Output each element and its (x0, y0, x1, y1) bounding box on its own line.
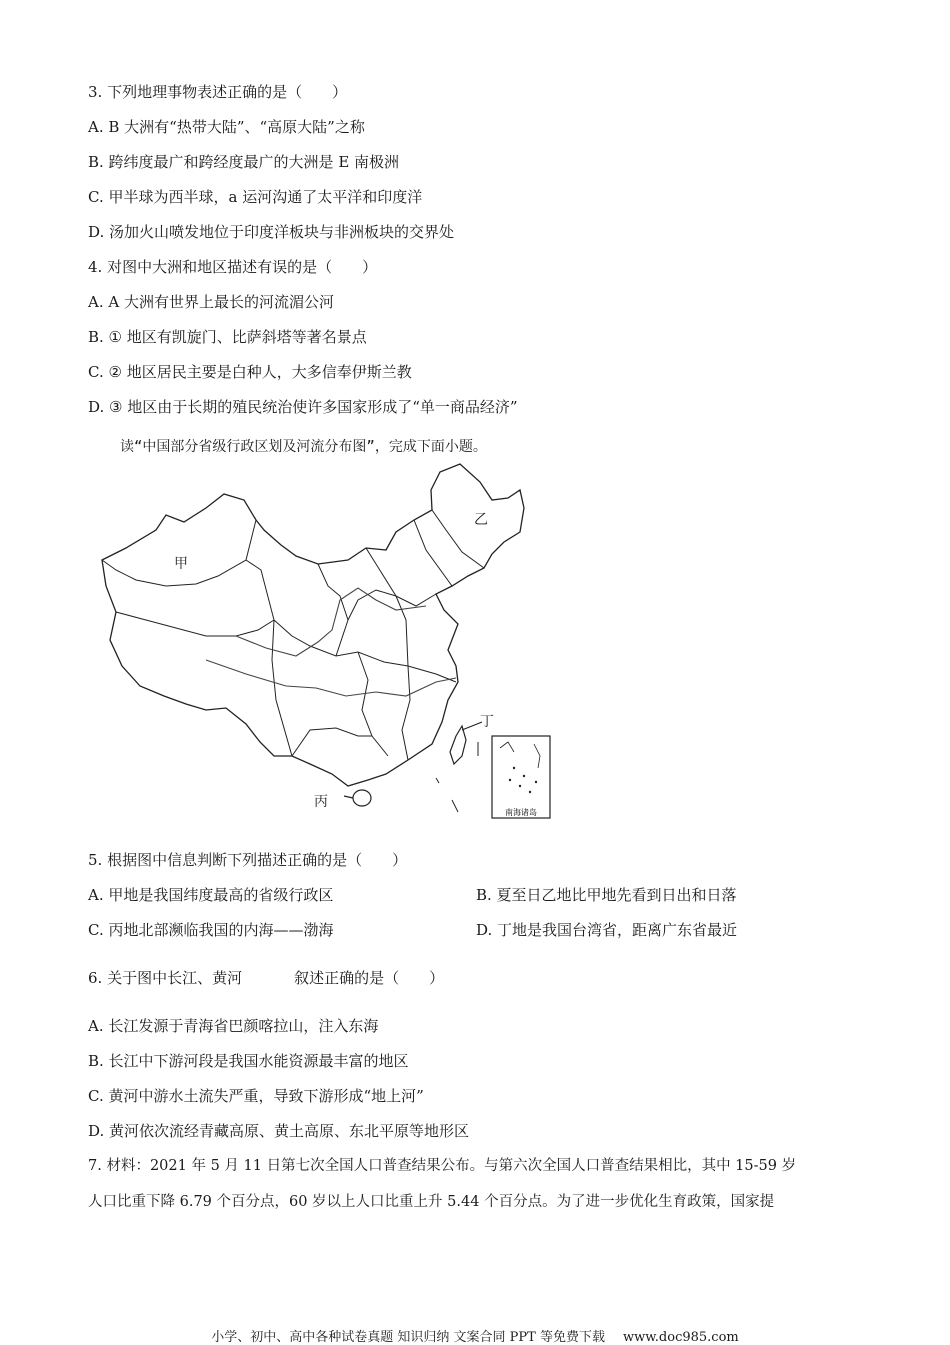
q5-option-c: C. 丙地北部濒临我国的内海——渤海 (88, 921, 334, 939)
q4-option-c: C. ② 地区居民主要是白种人，大多信奉伊斯兰教 (88, 363, 412, 381)
q5-option-a: A. 甲地是我国纬度最高的省级行政区 (88, 886, 334, 904)
q3-option-a: A. B 大洲有“热带大陆”、“高原大陆”之称 (88, 118, 365, 136)
south-china-sea-inset (492, 736, 550, 818)
inset-caption: 南海诸岛 (505, 808, 537, 817)
label-yi: 乙 (474, 512, 488, 528)
label-bing: 丙 (314, 794, 328, 810)
q3-option-c: C. 甲半球为西半球，a 运河沟通了太平洋和印度洋 (88, 188, 423, 206)
q6-stem-part1: 6. 关于图中长江、黄河 (88, 969, 243, 987)
q4-option-a: A. A 大洲有世界上最长的河流湄公河 (88, 293, 334, 311)
footer-site[interactable]: www.doc985.com (622, 1330, 739, 1345)
page-footer (0, 1326, 950, 1345)
q6-option-c: C. 黄河中游水土流失严重，导致下游形成“地上河” (88, 1087, 424, 1105)
label-jia: 甲 (174, 556, 188, 572)
footer-text: 小学、初中、高中各种试卷真题 知识归纳 文案合同 PPT 等免费下载 (211, 1330, 605, 1345)
q6-stem (88, 968, 444, 988)
q3-option-d: D. 汤加火山喷发地位于印度洋板块与非洲板块的交界处 (88, 223, 455, 241)
q7-line-1: 7. 材料：2021 年 5 月 11 日第七次全国人口普查结果公布。与第六次全国人口普查结果相比，其中 15-59 岁 (88, 1158, 797, 1174)
q4-option-b: B. ① 地区有凯旋门、比萨斜塔等著名景点 (88, 328, 367, 346)
china-province-map (96, 460, 556, 820)
q5-option-b: B. 夏至日乙地比甲地先看到日出和日落 (476, 886, 737, 904)
hainan-island (353, 790, 371, 806)
map-intro: 读“中国部分省级行政区划及河流分布图”，完成下面小题。 (120, 439, 487, 455)
q6-option-b: B. 长江中下游河段是我国水能资源最丰富的地区 (88, 1052, 409, 1070)
q7-line-2: 人口比重下降 6.79 个百分点，60 岁以上人口比重上升 5.44 个百分点。为了进一步优化生育政策，国家提 (88, 1194, 775, 1210)
taiwan-island (450, 726, 466, 764)
yellow-river (236, 588, 426, 656)
q6-option-a: A. 长江发源于青海省巴颜喀拉山，注入东海 (88, 1017, 379, 1035)
q3-stem: 3. 下列地理事物表述正确的是（ ） (88, 83, 348, 101)
yangtze-river (206, 660, 456, 696)
q5-option-d: D. 丁地是我国台湾省，距离广东省最近 (476, 921, 738, 939)
q6-option-d: D. 黄河依次流经青藏高原、黄土高原、东北平原等地形区 (88, 1122, 470, 1140)
q6-stem-part2: 叙述正确的是（ ） (294, 969, 445, 987)
label-ding: 丁 (480, 714, 494, 730)
q3-option-b: B. 跨纬度最广和跨经度最广的大洲是 E 南极洲 (88, 153, 400, 171)
q4-option-d: D. ③ 地区由于长期的殖民统治使许多国家形成了“单一商品经济” (88, 398, 518, 416)
q4-stem: 4. 对图中大洲和地区描述有误的是（ ） (88, 258, 378, 276)
q5-stem: 5. 根据图中信息判断下列描述正确的是（ ） (88, 851, 408, 869)
